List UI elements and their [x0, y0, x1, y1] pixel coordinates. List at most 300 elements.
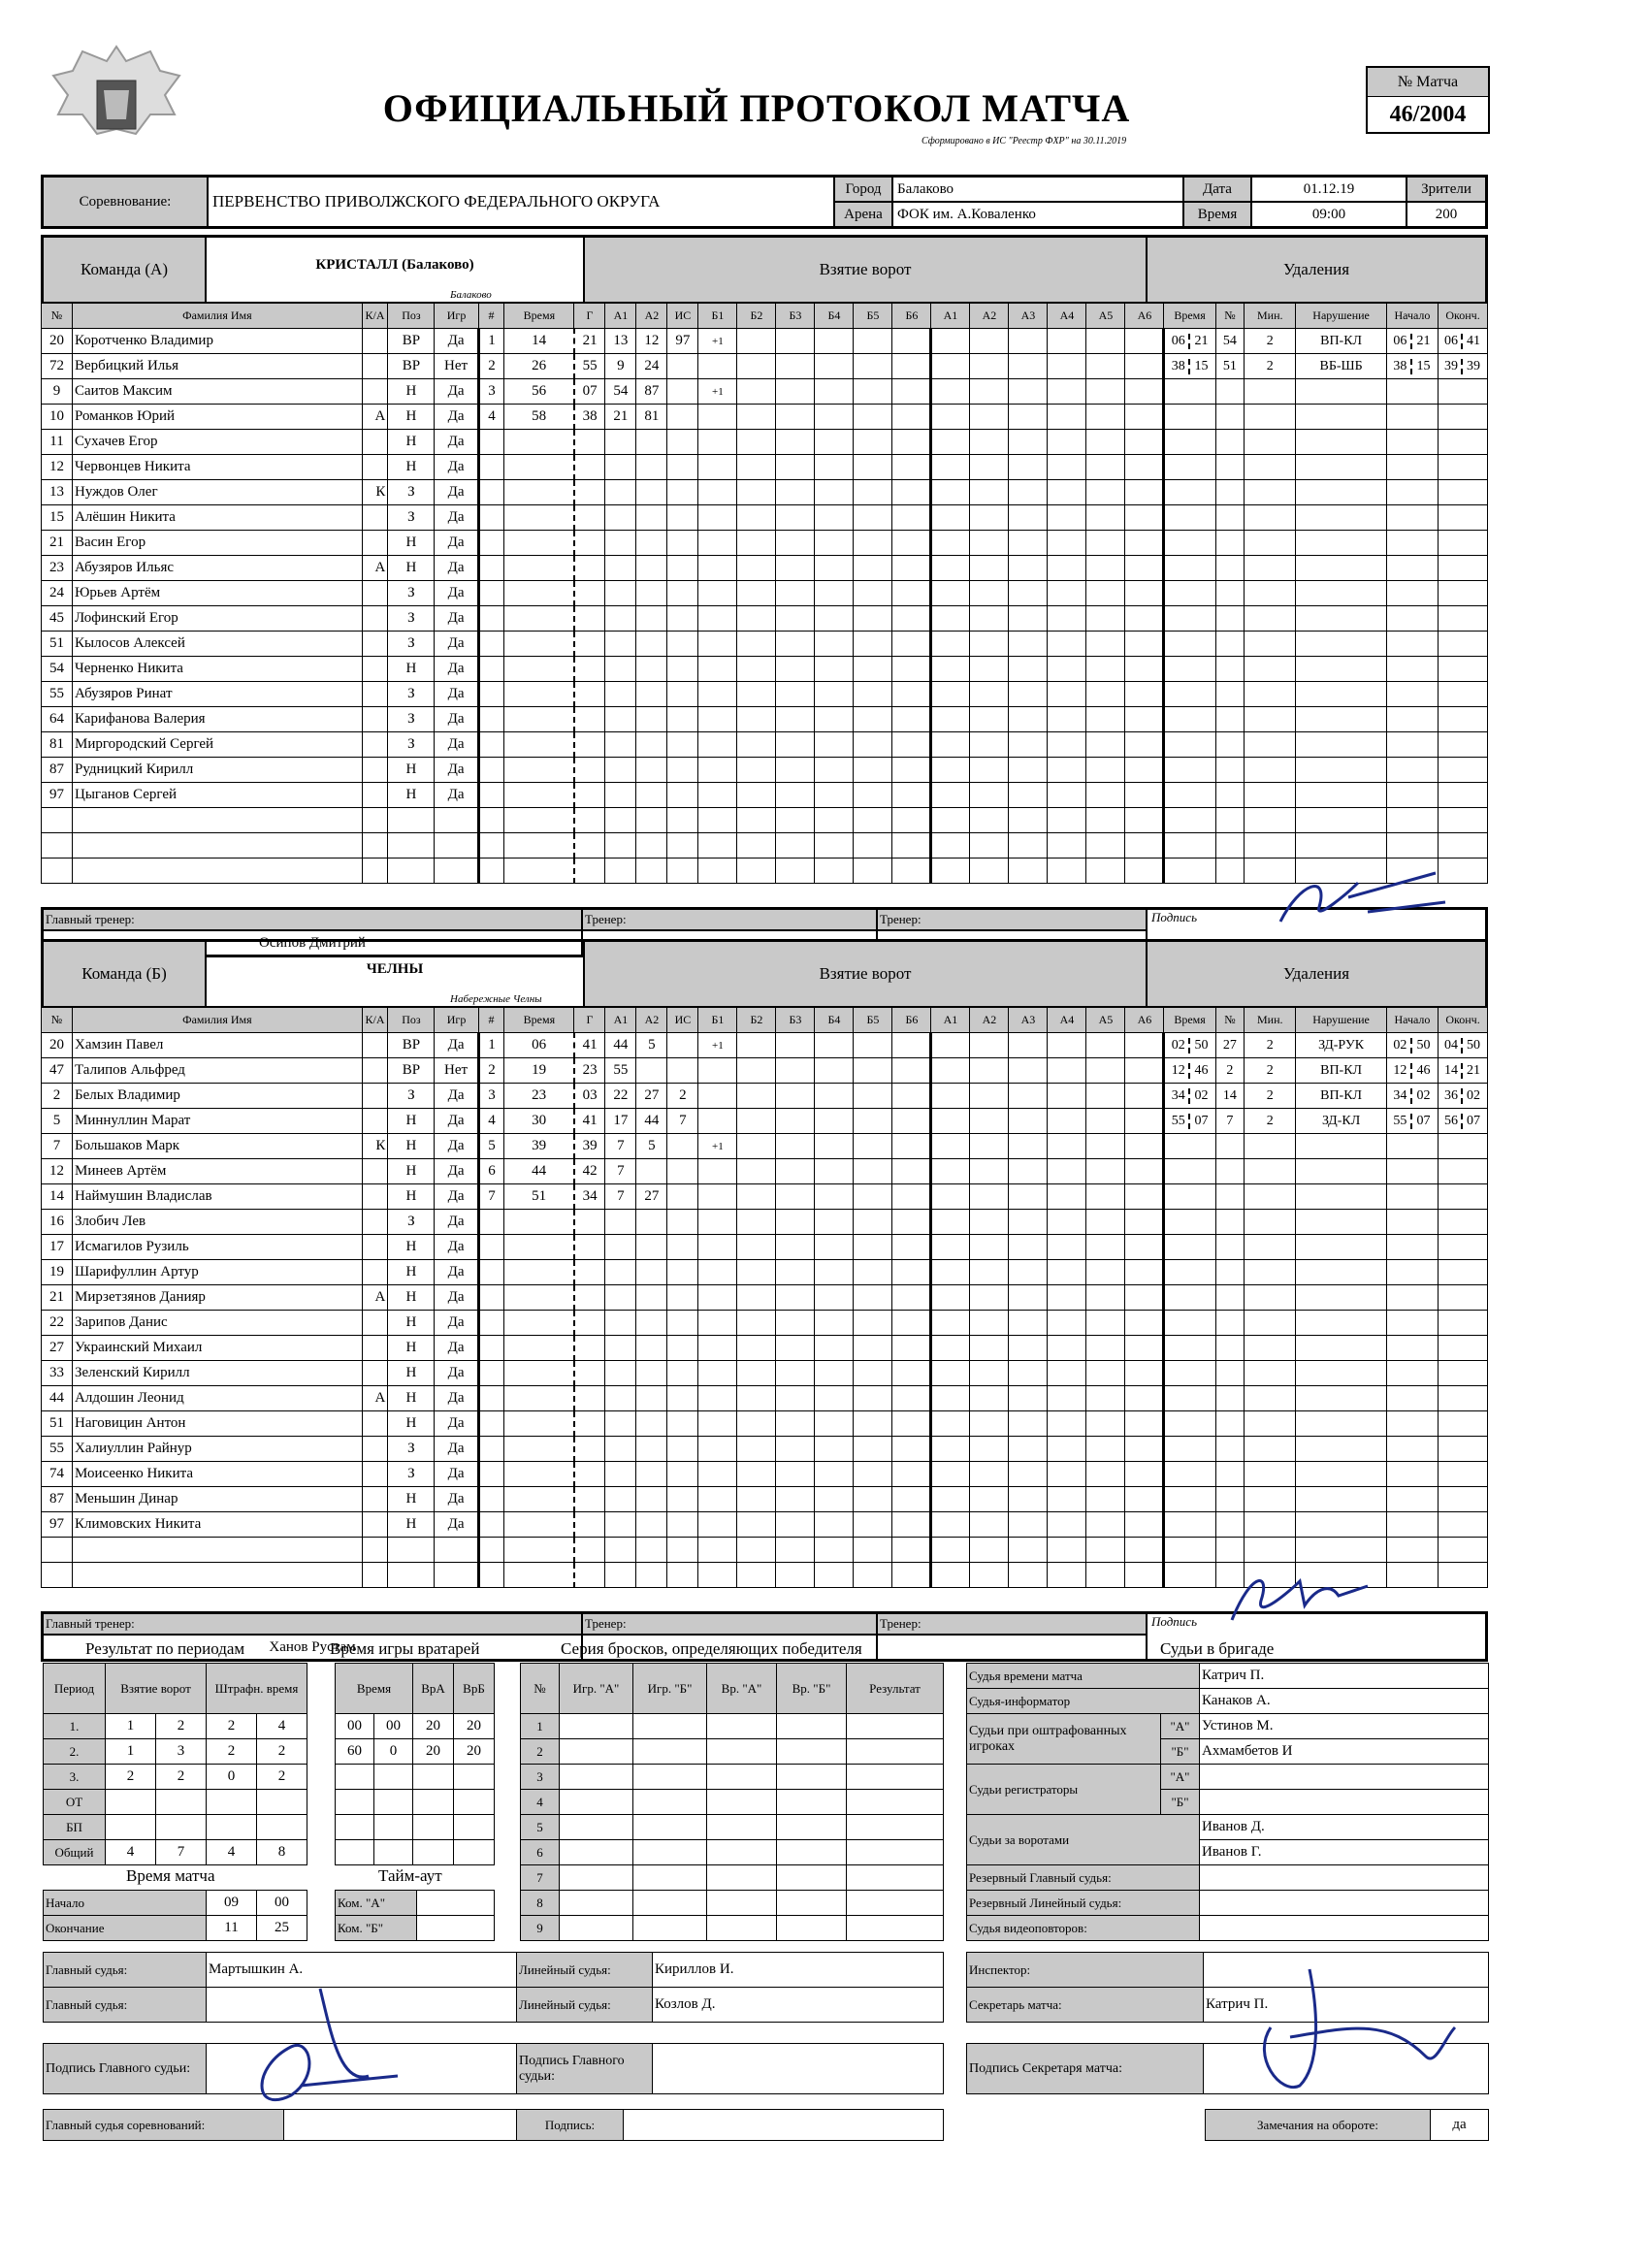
goal-cell	[478, 657, 504, 682]
penalty-cell	[1245, 1311, 1296, 1336]
player-name: Большаков Марк	[73, 1134, 363, 1159]
penalty-cell	[1439, 480, 1488, 505]
penalty-cell	[1296, 556, 1386, 581]
goal-cell	[892, 833, 931, 859]
goal-cell	[776, 531, 815, 556]
penalty-cell	[1164, 405, 1215, 430]
notes-label: Замечания на обороте:	[1206, 2110, 1431, 2141]
goal-cell	[815, 1260, 854, 1285]
coach-label: Тренер:	[582, 1613, 877, 1635]
penalty-cell	[1164, 556, 1215, 581]
gk-cell	[374, 1790, 413, 1815]
goal-cell	[776, 1361, 815, 1386]
goal-cell	[931, 707, 970, 732]
goal-cell	[737, 1285, 776, 1311]
goal-cell	[636, 1411, 667, 1437]
goal-cell	[504, 1336, 574, 1361]
player-name: Мирзетзянов Данияр	[73, 1285, 363, 1311]
goal-cell	[815, 1159, 854, 1184]
player-number: 16	[42, 1210, 73, 1235]
goal-cell	[931, 783, 970, 808]
player-number: 51	[42, 632, 73, 657]
goal-cell	[970, 1386, 1009, 1411]
player-played: Да	[435, 1311, 478, 1336]
goal-cell	[1086, 329, 1125, 354]
player-name: Абузяров Ринат	[73, 682, 363, 707]
player-played: Да	[435, 1512, 478, 1538]
goal-cell: 42	[574, 1159, 605, 1184]
penalty-cell	[1386, 1538, 1438, 1563]
shootout-cell	[847, 1891, 944, 1916]
teamA-col-header: Б3	[776, 304, 815, 329]
player-role	[362, 354, 388, 379]
signature-team-b	[1222, 1562, 1377, 1630]
player-number: 55	[42, 1437, 73, 1462]
goal-cell	[574, 1512, 605, 1538]
table-row	[42, 1487, 1488, 1512]
goal-cell	[574, 581, 605, 606]
penalty-cell	[1245, 808, 1296, 833]
goal-cell	[698, 1361, 737, 1386]
player-number: 7	[42, 1134, 73, 1159]
goal-cell	[970, 707, 1009, 732]
penalty-cell	[1164, 1336, 1215, 1361]
penalty-cell	[1245, 480, 1296, 505]
teamA-city: Балаково	[450, 289, 492, 301]
goal-cell	[574, 758, 605, 783]
goal-cell	[698, 1235, 737, 1260]
player-name: Хамзин Павел	[73, 1033, 363, 1058]
goal-cell	[698, 556, 737, 581]
penalty-cell	[1439, 1084, 1488, 1109]
goal-cell	[504, 1563, 574, 1588]
penalty-cell: 2	[1245, 1033, 1296, 1058]
goal-cell	[776, 1033, 815, 1058]
goal-cell	[574, 1285, 605, 1311]
goal-cell: 6	[478, 1159, 504, 1184]
goal-cell	[605, 556, 636, 581]
goal-cell	[698, 581, 737, 606]
teamA-col-header: К/А	[362, 304, 388, 329]
periods-h-pim: Штрафн. время	[207, 1664, 307, 1714]
teamB-col-header: ИС	[667, 1008, 698, 1033]
penalty-cell: 27	[1215, 1033, 1244, 1058]
goal-cell	[1048, 1184, 1086, 1210]
goal-cell	[776, 1084, 815, 1109]
goal-cell: 13	[605, 329, 636, 354]
gk-row	[336, 1739, 495, 1765]
goal-cell	[815, 1386, 854, 1411]
goal-cell	[776, 1159, 815, 1184]
goal-cell	[1048, 480, 1086, 505]
goal-cell	[931, 1437, 970, 1462]
penalty-min: 36	[1441, 1088, 1463, 1104]
goal-cell	[815, 505, 854, 531]
period-cell: 3	[156, 1739, 207, 1765]
goal-cell	[1086, 505, 1125, 531]
goal-cell	[574, 480, 605, 505]
goal-cell	[504, 833, 574, 859]
goal-cell	[931, 1235, 970, 1260]
teamB-pen-title: Удаления	[1147, 941, 1486, 1007]
shootout-cell	[707, 1815, 777, 1840]
penalty-sec: 21	[1194, 333, 1209, 348]
goal-cell	[1086, 354, 1125, 379]
goal-cell	[698, 354, 737, 379]
goal-cell	[1009, 1361, 1048, 1386]
penalty-cell	[1296, 1462, 1386, 1487]
goal-cell	[698, 808, 737, 833]
player-name: Вербицкий Илья	[73, 354, 363, 379]
player-name: Зарипов Данис	[73, 1311, 363, 1336]
goal-cell	[970, 379, 1009, 405]
goal-cell: 7	[605, 1159, 636, 1184]
goal-cell	[1086, 682, 1125, 707]
player-position: Н	[388, 758, 435, 783]
goal-cell	[1125, 808, 1164, 833]
penalty-cell	[1386, 1033, 1438, 1058]
penalty-cell	[1215, 758, 1244, 783]
shootout-cell	[560, 1840, 633, 1865]
penalty-cell	[1215, 505, 1244, 531]
goal-cell	[776, 1058, 815, 1084]
goal-cell	[1048, 455, 1086, 480]
penalty-cell	[1245, 405, 1296, 430]
player-played	[435, 859, 478, 884]
player-number: 20	[42, 1033, 73, 1058]
goal-cell: 27	[636, 1184, 667, 1210]
shootout-num: 2	[521, 1739, 560, 1765]
goal-cell	[815, 1512, 854, 1538]
goal-cell	[667, 657, 698, 682]
goal-cell	[605, 682, 636, 707]
goal-cell	[1125, 1285, 1164, 1311]
goal-cell	[737, 1109, 776, 1134]
goal-cell	[1048, 329, 1086, 354]
player-role	[362, 808, 388, 833]
goal-cell	[504, 707, 574, 732]
goal-cell	[1086, 833, 1125, 859]
penalty-cell	[1164, 531, 1215, 556]
penalty-cell	[1439, 430, 1488, 455]
player-number: 17	[42, 1235, 73, 1260]
goal-cell	[698, 1386, 737, 1411]
penalty-cell	[1439, 606, 1488, 632]
penalty-cell: 2	[1245, 1084, 1296, 1109]
gk-h-b: ВрБ	[454, 1664, 495, 1714]
goal-cell	[931, 1109, 970, 1134]
goal-cell	[1009, 859, 1048, 884]
goal-cell	[698, 1084, 737, 1109]
penalty-cell	[1439, 1210, 1488, 1235]
table-row	[42, 1386, 1488, 1411]
goal-cell	[815, 1210, 854, 1235]
goal-cell	[1009, 758, 1048, 783]
goal-cell	[970, 1285, 1009, 1311]
goal-cell	[737, 1159, 776, 1184]
goal-cell	[478, 505, 504, 531]
penalty-cell	[1164, 1159, 1215, 1184]
player-role	[362, 1084, 388, 1109]
reg-b-mark: "Б"	[1161, 1790, 1200, 1815]
goal-cell	[931, 354, 970, 379]
goal-cell	[1048, 833, 1086, 859]
goal-cell	[504, 1285, 574, 1311]
penalty-cell	[1439, 1134, 1488, 1159]
goal-cell	[574, 632, 605, 657]
player-number: 55	[42, 682, 73, 707]
goal-cell: 22	[605, 1084, 636, 1109]
goal-cell	[1125, 1336, 1164, 1361]
player-played: Да	[435, 632, 478, 657]
penalty-cell	[1245, 1159, 1296, 1184]
shootout-header: Результат	[847, 1664, 944, 1714]
goal-cell	[892, 859, 931, 884]
shootout-row	[521, 1714, 944, 1739]
goal-cell	[737, 657, 776, 682]
penalty-cell	[1439, 581, 1488, 606]
goal-cell	[636, 1437, 667, 1462]
goal-cell	[854, 707, 892, 732]
goal-cell	[737, 833, 776, 859]
goal-cell	[1086, 632, 1125, 657]
penalty-min: 55	[1168, 1114, 1190, 1129]
goal-cell	[698, 1184, 737, 1210]
goal-cell	[892, 379, 931, 405]
penalty-cell	[1245, 1336, 1296, 1361]
penalty-cell	[1296, 1260, 1386, 1285]
goal-cell	[504, 430, 574, 455]
goal-cell: 7	[667, 1109, 698, 1134]
teamA-head-coach: Осипов Дмитрий	[43, 930, 582, 956]
player-role	[362, 758, 388, 783]
goal-cell	[478, 1563, 504, 1588]
goal-cell	[1009, 1058, 1048, 1084]
player-number	[42, 833, 73, 859]
goal-cell	[970, 632, 1009, 657]
player-number: 97	[42, 783, 73, 808]
goal-cell	[892, 329, 931, 354]
player-position: Н	[388, 1134, 435, 1159]
player-played: Да	[435, 1386, 478, 1411]
main-ref-1: Мартышкин А.	[207, 1953, 517, 1988]
player-role: А	[362, 405, 388, 430]
player-name: Шарифуллин Артур	[73, 1260, 363, 1285]
goal-cell	[605, 632, 636, 657]
teamA-col-header: А2	[636, 304, 667, 329]
shootout-cell	[633, 1765, 707, 1790]
goal-cell	[636, 758, 667, 783]
goal-cell	[854, 1260, 892, 1285]
goal-cell	[737, 354, 776, 379]
period-cell: 2	[156, 1765, 207, 1790]
penalty-cell	[1215, 1159, 1244, 1184]
goal-cell	[931, 505, 970, 531]
competition-label: Соревнование:	[43, 177, 208, 227]
goal-cell	[737, 556, 776, 581]
goal-cell	[1125, 1058, 1164, 1084]
goal-cell	[1086, 379, 1125, 405]
goal-cell	[815, 480, 854, 505]
goal-cell	[1048, 783, 1086, 808]
goal-cell	[776, 354, 815, 379]
goal-cell	[605, 1563, 636, 1588]
goal-cell: 1	[478, 329, 504, 354]
penalty-cell	[1386, 505, 1438, 531]
goal-cell	[1048, 1134, 1086, 1159]
goal-cell	[636, 1285, 667, 1311]
player-role	[362, 1159, 388, 1184]
player-role	[362, 732, 388, 758]
penalty-cell	[1386, 808, 1438, 833]
date: 01.12.19	[1251, 177, 1406, 202]
penalty-cell	[1439, 1311, 1488, 1336]
penalty-cell	[1439, 707, 1488, 732]
goal-cell	[1009, 783, 1048, 808]
goal-cell	[1048, 1235, 1086, 1260]
goal-cell: 44	[605, 1033, 636, 1058]
goal-cell	[1086, 1260, 1125, 1285]
penalty-cell	[1215, 732, 1244, 758]
goal-cell	[1048, 354, 1086, 379]
goal-cell	[605, 657, 636, 682]
penalty-cell	[1164, 430, 1215, 455]
teamA-roster-table	[41, 303, 1488, 884]
penalty-sec: 39	[1467, 358, 1481, 373]
goal-cell	[892, 480, 931, 505]
player-name	[73, 833, 363, 859]
goal-cell	[574, 606, 605, 632]
secretary: Катрич П.	[1204, 1988, 1489, 2023]
penalty-cell	[1215, 430, 1244, 455]
player-position: Н	[388, 1159, 435, 1184]
player-name: Абузяров Ильяс	[73, 556, 363, 581]
goal-cell	[667, 833, 698, 859]
goal-cell	[636, 480, 667, 505]
gk-cell: 20	[454, 1739, 495, 1765]
penalty-sec: 41	[1467, 333, 1481, 348]
penalty-cell	[1296, 505, 1386, 531]
goal-cell	[504, 1361, 574, 1386]
player-position	[388, 833, 435, 859]
goal-cell	[1125, 354, 1164, 379]
goal-cell	[1048, 1210, 1086, 1235]
goal-cell	[667, 1386, 698, 1411]
gk-cell: 00	[336, 1714, 374, 1739]
penalty-cell	[1439, 1285, 1488, 1311]
shootout-cell	[707, 1790, 777, 1815]
goal-cell	[892, 581, 931, 606]
penalty-cell	[1386, 1563, 1438, 1588]
goal-cell	[698, 531, 737, 556]
goal-cell	[667, 707, 698, 732]
player-name: Белых Владимир	[73, 1084, 363, 1109]
player-role	[362, 1235, 388, 1260]
table-row	[42, 1134, 1488, 1159]
goal-cell	[636, 1210, 667, 1235]
goal-cell	[605, 1361, 636, 1386]
goal-cell	[667, 430, 698, 455]
player-number: 15	[42, 505, 73, 531]
player-played: Да	[435, 430, 478, 455]
goal-cell	[970, 1487, 1009, 1512]
penalty-cell	[1296, 808, 1386, 833]
shootout-num: 3	[521, 1765, 560, 1790]
reg-a-mark: "А"	[1161, 1765, 1200, 1790]
table-row	[42, 1437, 1488, 1462]
teamA-col-header: Мин.	[1245, 304, 1296, 329]
goal-cell	[1086, 783, 1125, 808]
goal-cell	[854, 859, 892, 884]
player-position: Н	[388, 430, 435, 455]
player-played: Да	[435, 732, 478, 758]
teamB-col-header: А6	[1125, 1008, 1164, 1033]
player-name: Черненко Никита	[73, 657, 363, 682]
penalty-cell	[1164, 732, 1215, 758]
goal-cell	[815, 682, 854, 707]
penalty-sec: 21	[1416, 333, 1431, 348]
goal-cell	[1086, 1512, 1125, 1538]
goal-cell	[970, 455, 1009, 480]
penalty-cell	[1296, 1159, 1386, 1184]
penalty-cell	[1296, 682, 1386, 707]
goal-cell	[931, 1159, 970, 1184]
penalty-cell	[1439, 1361, 1488, 1386]
penalty-cell	[1296, 732, 1386, 758]
goal-judge-2: Иванов Г.	[1200, 1840, 1489, 1865]
player-role	[362, 859, 388, 884]
coach-label-2: Тренер:	[877, 1613, 1147, 1635]
player-position	[388, 1563, 435, 1588]
gk-h-a: ВрА	[413, 1664, 454, 1714]
goal-cell	[1048, 1538, 1086, 1563]
goal-cell	[854, 1462, 892, 1487]
goal-cell	[815, 1109, 854, 1134]
penalty-cell	[1215, 480, 1244, 505]
goal-cell	[776, 1311, 815, 1336]
penalty-cell	[1215, 657, 1244, 682]
penalty-cell	[1164, 1462, 1215, 1487]
goal-cell	[605, 783, 636, 808]
reg-label: Судьи регистраторы	[967, 1765, 1161, 1815]
goal-cell	[698, 1538, 737, 1563]
table-row	[42, 379, 1488, 405]
goal-cell	[737, 1538, 776, 1563]
penalty-cell	[1164, 1563, 1215, 1588]
goal-cell	[605, 859, 636, 884]
goal-cell	[892, 505, 931, 531]
goal-cell	[931, 1336, 970, 1361]
goal-cell	[1086, 531, 1125, 556]
goal-cell	[574, 1538, 605, 1563]
period-cell: 4	[106, 1840, 156, 1865]
goal-cell	[854, 1336, 892, 1361]
goal-cell	[667, 354, 698, 379]
goal-cell	[478, 1285, 504, 1311]
goal-cell	[1048, 1285, 1086, 1311]
goal-cell	[1048, 657, 1086, 682]
goal-cell	[970, 1159, 1009, 1184]
goal-cell: 3	[478, 1084, 504, 1109]
goal-cell	[574, 1361, 605, 1386]
table-row	[42, 556, 1488, 581]
table-row	[42, 1210, 1488, 1235]
player-number: 27	[42, 1336, 73, 1361]
goal-cell	[1048, 531, 1086, 556]
goal-cell	[854, 657, 892, 682]
penalty-cell	[1245, 531, 1296, 556]
player-name: Саитов Максим	[73, 379, 363, 405]
